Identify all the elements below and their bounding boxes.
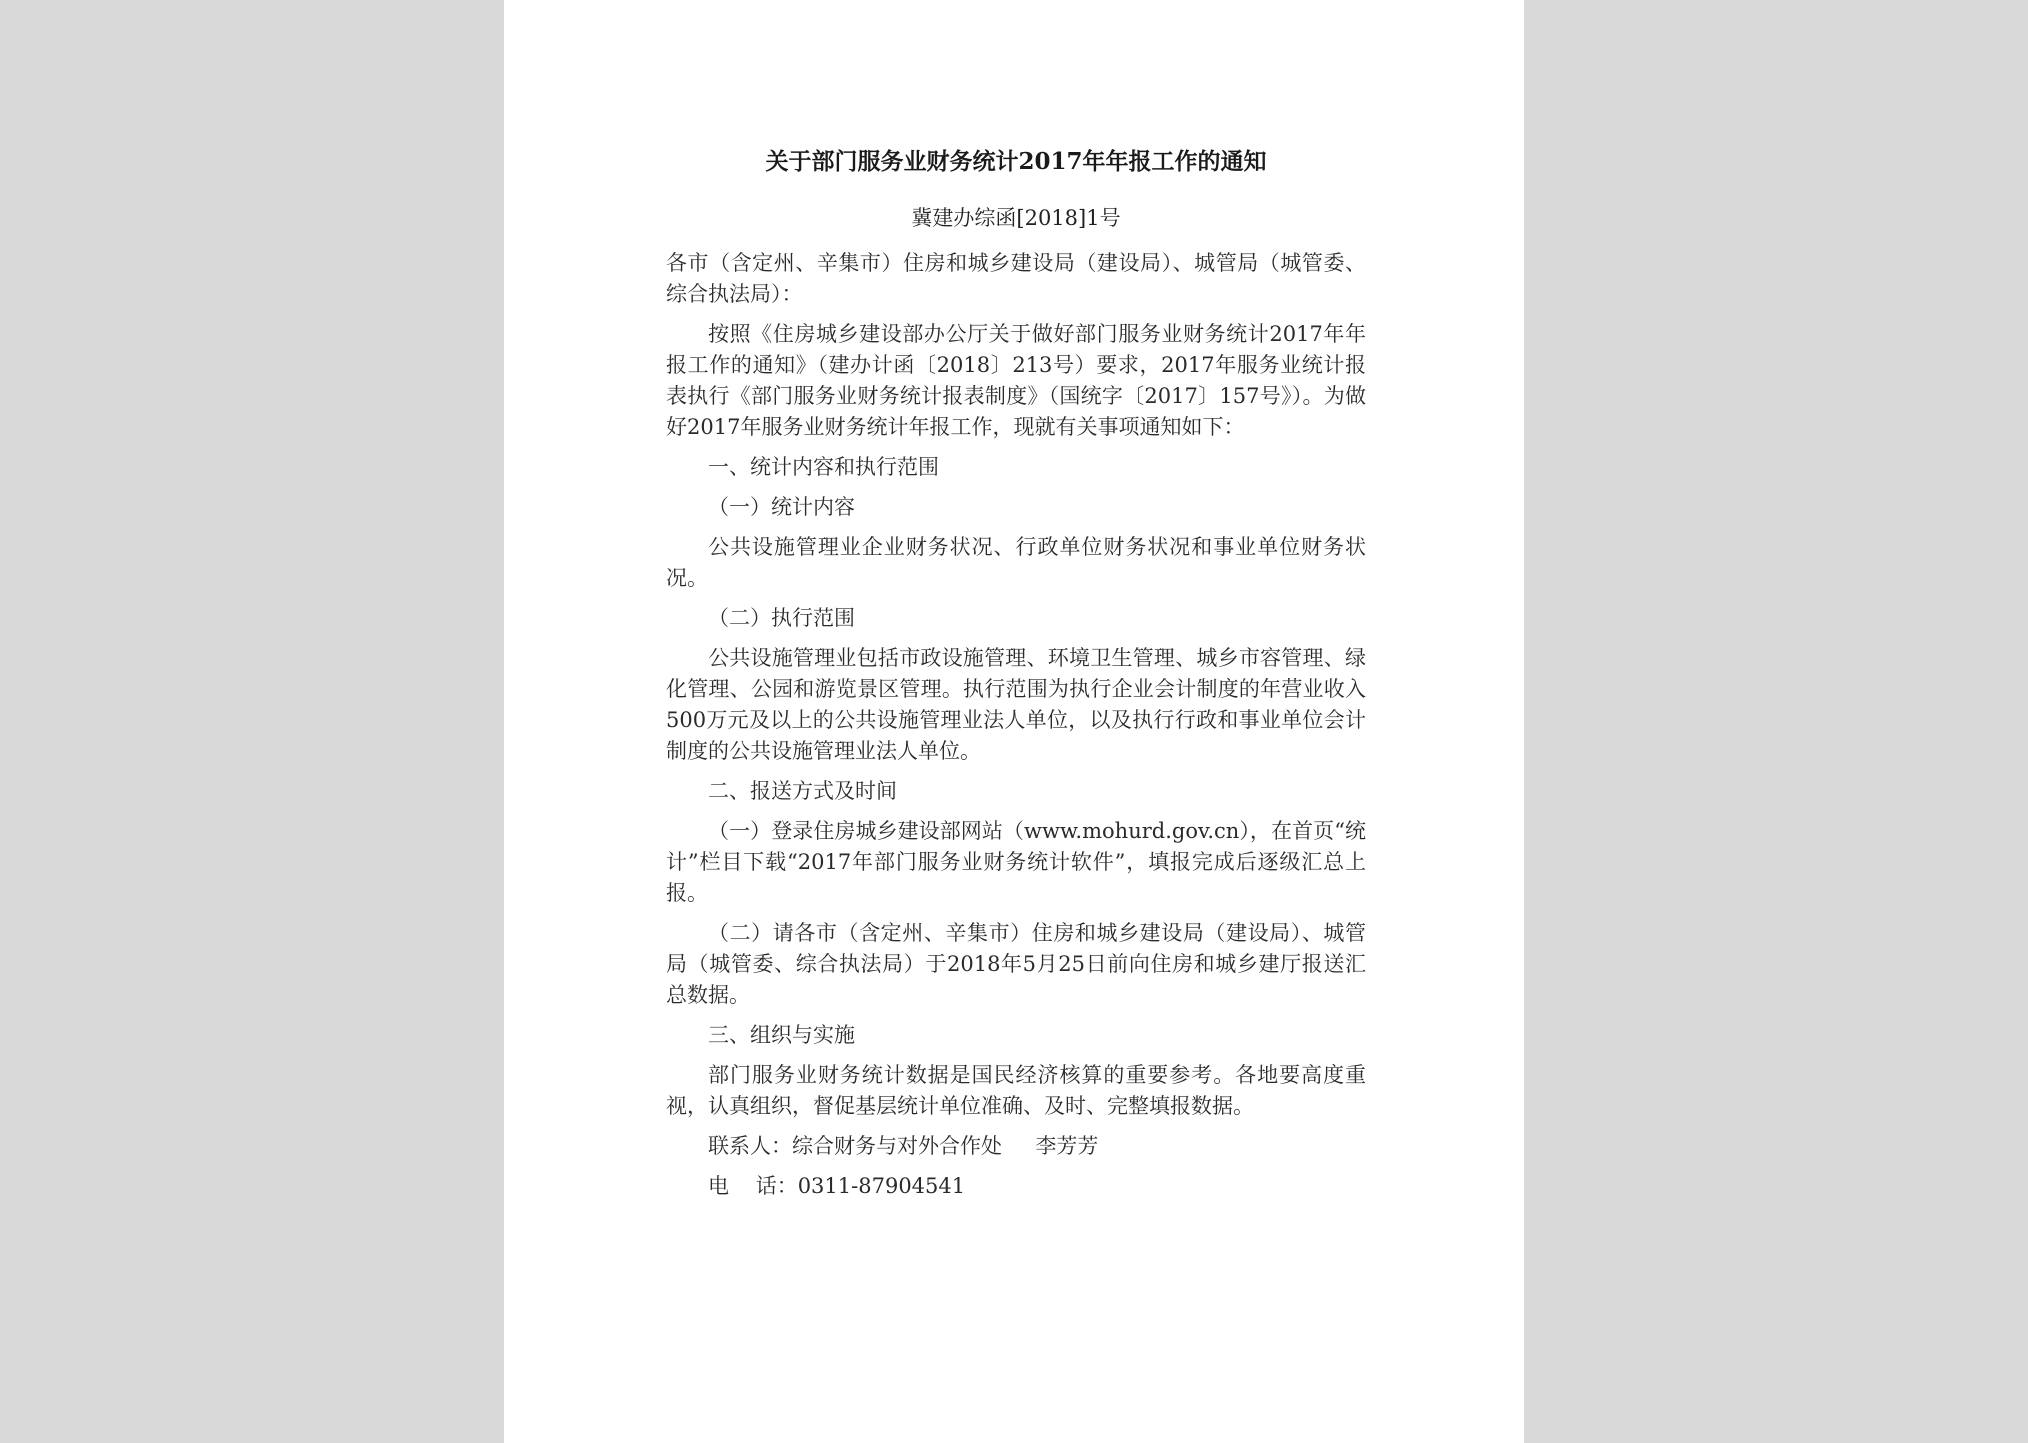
paragraph-execution-scope: 公共设施管理业包括市政设施管理、环境卫生管理、城乡市容管理、绿化管理、公园和游览景区管理。执行范围为执行企业会计制度的年营业收入500万元及以上的公共设施管理业法人单位，以及执行行政和事业单位会计制度的公共设施管理业法人单位。 xyxy=(666,646,1366,763)
document-body xyxy=(666,140,1366,1211)
addressee: 各市（含定州、辛集市）住房和城乡建设局（建设局）、城管局（城管委、综合执法局）： xyxy=(666,251,1366,306)
paragraph-submission-1: （一）登录住房城乡建设部网站（www.mohurd.gov.cn），在首页“统计”栏目下载“2017年部门服务业财务统计软件”，填报完成后逐级汇总上报。 xyxy=(666,819,1366,905)
section-heading-2: 二、报送方式及时间 xyxy=(708,779,897,803)
paragraph-intro: 按照《住房城乡建设部办公厅关于做好部门服务业财务统计2017年年报工作的通知》（建办计函〔2018〕213号）要求，2017年服务业统计报表执行《部门服务业财务统计报表制度》（国统字〔2017〕157号》）。为做好2017年服务业财务统计年报工作，现就有关事项通知如下： xyxy=(666,322,1366,439)
document-title: 关于部门服务业财务统计2017年年报工作的通知 xyxy=(765,148,1267,175)
section-heading-1: 一、统计内容和执行范围 xyxy=(708,455,939,479)
paragraph-organization: 部门服务业财务统计数据是国民经济核算的重要参考。各地要高度重视，认真组织，督促基层统计单位准确、及时、完整填报数据。 xyxy=(666,1063,1366,1118)
section-heading-3: 三、组织与实施 xyxy=(708,1023,855,1047)
contact-phone: 电 话：0311-87904541 xyxy=(708,1174,966,1198)
paragraph-submission-2: （二）请各市（含定州、辛集市）住房和城乡建设局（建设局）、城管局（城管委、综合执法局）于2018年5月25日前向住房和城乡建厅报送汇总数据。 xyxy=(666,921,1366,1007)
document-number: 冀建办综函[2018]1号 xyxy=(911,206,1121,230)
contact-person: 联系人：综合财务与对外合作处 李芳芳 xyxy=(708,1134,1099,1158)
paragraph-statistics-content: 公共设施管理业企业财务状况、行政单位财务状况和事业单位财务状况。 xyxy=(666,535,1366,590)
document-page xyxy=(504,0,1524,1443)
subsection-heading-1-2: （二）执行范围 xyxy=(708,606,855,630)
subsection-heading-1-1: （一）统计内容 xyxy=(708,495,855,519)
